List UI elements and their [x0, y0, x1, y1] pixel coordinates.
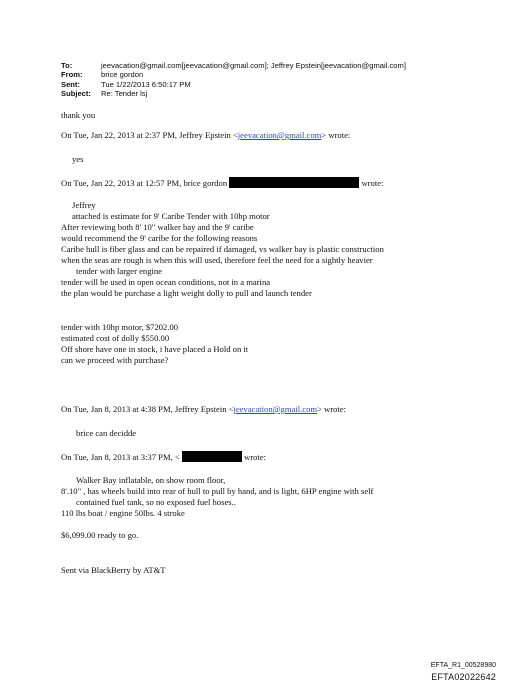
quote1-prefix: On Tue, Jan 22, 2013 at 2:37 PM, Jeffrey Epstein <: [61, 130, 238, 140]
quote-header-2: [61, 177, 383, 189]
estimate-line: the plan would be purchase a light weight dolly to pull and launch tender: [61, 288, 312, 298]
quote-header-4: [61, 451, 266, 463]
signature-line: Sent via BlackBerry by AT&T: [61, 565, 166, 575]
quote3-email-link[interactable]: jeevacation@gmail.com: [233, 404, 318, 414]
yes-line: yes: [72, 154, 84, 164]
from-row: [61, 70, 406, 79]
to-row: [61, 61, 406, 70]
quote2-prefix: On Tue, Jan 22, 2013 at 12:57 PM, brice gordon: [61, 178, 228, 188]
estimate-line: attached is estimate for 9' Caribe Tender with 10hp motor: [72, 211, 270, 221]
estimate-line: Caribe hull is fiber glass and can be repaired if damaged, vs walker bay is plastic construction: [61, 244, 384, 254]
quote3-suffix: > wrote:: [317, 404, 347, 414]
quote2-suffix: wrote:: [361, 178, 384, 188]
subject-label: Subject:: [61, 89, 91, 99]
quote-header-3: [61, 404, 346, 415]
estimate-line: tender will be used in open ocean conditions, not in a marina: [61, 277, 271, 287]
sent-label: Sent:: [61, 79, 80, 89]
walker-line: 110 lbs boat / engine 50lbs. 4 stroke: [61, 508, 185, 518]
estimate-line: After reviewing both 8' 10" walker bay and the 9' caribe: [61, 222, 254, 232]
estimate-line: would recommend the 9' caribe for the following reasons: [61, 233, 258, 243]
walker-line: Walker Bay inflatable, on show room floor,: [76, 475, 226, 485]
ready-line: $6,099.00 ready to go.: [61, 530, 139, 540]
estimate-line: tender with larger engine: [76, 266, 162, 276]
sent-value: Tue 1/22/2013 6:50:17 PM: [101, 79, 191, 89]
quote4-prefix: On Tue, Jan 8, 2013 at 3:37 PM, <: [61, 452, 180, 462]
price-line: tender with 10hp motor, $7202.00: [61, 322, 179, 332]
bates-number-small: EFTA_R1_00528980: [430, 662, 496, 669]
price-line: can we proceed with purchase?: [61, 355, 169, 365]
quote1-suffix: > wrote:: [321, 130, 351, 140]
bates-number: EFTA02022642: [431, 672, 496, 682]
sent-row: [61, 80, 406, 89]
from-label: From:: [61, 70, 83, 80]
quote3-prefix: On Tue, Jan 8, 2013 at 4:38 PM, Jeffrey Epstein <: [61, 404, 234, 414]
to-value: jeevacation@gmail.com[jeevacation@gmail.com]; Jeffrey Epstein[jeevacation@gmail.com]: [101, 61, 406, 70]
thanks-line: thank you: [61, 110, 96, 120]
to-label: To:: [61, 61, 73, 70]
walker-line: contained fuel tank, so no exposed fuel hoses..: [76, 497, 236, 507]
subject-value: Re: Tender lsj: [101, 89, 148, 99]
redaction-block: [229, 177, 359, 188]
from-value: brice gordon: [101, 70, 144, 80]
price-line: estimated cost of dolly $550.00: [61, 333, 170, 343]
quote1-email-link[interactable]: jeevacation@gmail.com: [237, 130, 322, 140]
email-header: [61, 61, 406, 99]
greeting-line: Jeffrey: [72, 200, 96, 210]
price-line: Off shore have one in stock, i have placed a Hold on it: [61, 344, 249, 354]
quote-header-1: [61, 130, 350, 141]
estimate-line: when the seas are rough is when this will used, therefore feel the need for a sightly heavier: [61, 255, 373, 265]
quote4-suffix: wrote:: [244, 452, 267, 462]
redaction-block: [182, 451, 242, 462]
subject-row: [61, 89, 406, 98]
walker-line: 8'.10" , has wheels build into rear of hull to pull by hand, and is light, 6HP engine with self: [61, 486, 374, 496]
decide-line: brice can decidde: [76, 428, 137, 438]
